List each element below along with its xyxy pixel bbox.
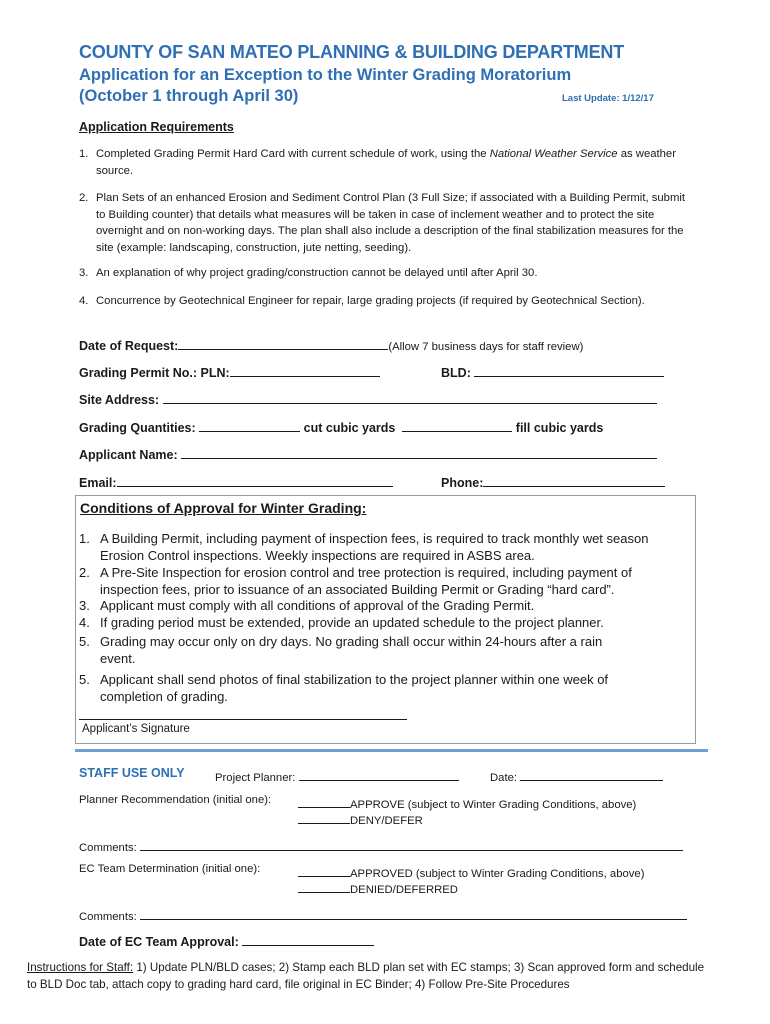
project-planner-field[interactable]	[299, 767, 459, 781]
condition-item	[79, 614, 689, 631]
instructions-line1	[27, 959, 704, 976]
requirement-item	[79, 190, 689, 256]
requirement-number: 3.	[79, 267, 89, 279]
planner-rec-label: Planner Recommendation (initial one):	[79, 794, 272, 806]
requirement-text-italic: National Weather Service	[489, 148, 618, 160]
signature-line[interactable]	[79, 719, 407, 720]
condition-text: A Pre-Site Inspection for erosion control and tree protection is required, including payment of inspection fees, prior to issuance of an associated Building Permit or Grading “hard card”.	[100, 565, 632, 597]
site-address-row	[79, 390, 657, 407]
comments2-field[interactable]	[140, 906, 687, 920]
condition-item	[79, 671, 654, 705]
requirement-text: An explanation of why project grading/construction cannot be delayed until after April 30.	[96, 267, 538, 279]
condition-number: 1.	[79, 531, 90, 546]
last-update: Last Update: 1/12/17	[562, 93, 654, 104]
grading-quantities-label: Grading Quantities:	[79, 421, 196, 435]
condition-text: If grading period must be extended, provide an updated schedule to the project planner.	[100, 615, 604, 630]
condition-item	[79, 564, 689, 598]
comments2-row	[79, 906, 687, 923]
condition-item	[79, 633, 639, 667]
cut-field[interactable]	[199, 418, 300, 432]
ec-approval-date-field[interactable]	[242, 932, 374, 946]
requirement-item	[79, 146, 689, 179]
applicant-name-row	[79, 445, 657, 462]
approved-initial-field[interactable]	[298, 863, 350, 877]
cut-label: cut cubic yards	[303, 421, 396, 435]
comments-label: Comments:	[79, 842, 137, 854]
requirement-text: Concurrence by Geotechnical Engineer for repair, large grading projects (if required by Geotechnical Section).	[96, 295, 645, 307]
staff-date-label: Date:	[490, 772, 518, 784]
section-divider	[75, 749, 708, 752]
requirement-number: 4.	[79, 295, 89, 307]
email-row	[79, 473, 393, 490]
staff-date-field[interactable]	[520, 767, 663, 781]
condition-text: Applicant shall send photos of final stabilization to the project planner within one week of completion of grading.	[100, 672, 609, 704]
applicant-name-field[interactable]	[181, 445, 657, 459]
form-title-line2: (October 1 through April 30)	[79, 87, 299, 105]
phone-label: Phone:	[441, 476, 484, 490]
pln-field[interactable]	[230, 363, 380, 377]
condition-number: 5.	[79, 672, 90, 687]
requirement-text: Completed Grading Permit Hard Card with current schedule of work, using the	[96, 148, 490, 160]
denied-option: DENIED/DEFERRED	[350, 884, 458, 896]
instructions-label: Instructions for Staff:	[27, 961, 134, 974]
instructions-text-2: to BLD Doc tab, attach copy to grading hard card, file original in EC Binder; 4) Follow Pre-Site Procedures	[27, 978, 570, 991]
department-title: COUNTY OF SAN MATEO PLANNING & BUILDING DEPARTMENT	[79, 42, 624, 62]
email-label: Email:	[79, 476, 117, 490]
requirement-number: 1.	[79, 148, 89, 160]
staff-date-row	[490, 767, 663, 784]
requirement-item	[79, 265, 689, 282]
condition-number: 2.	[79, 565, 90, 580]
requirements-heading: Application Requirements	[79, 120, 234, 134]
condition-text: Grading may occur only on dry days. No grading shall occur within 24-hours after a rain event.	[100, 634, 603, 666]
bld-row	[441, 363, 664, 380]
fill-label: fill cubic yards	[515, 421, 604, 435]
signature-label: Applicant’s Signature	[82, 723, 190, 735]
comments2-label: Comments:	[79, 911, 137, 923]
deny-row	[298, 810, 423, 827]
comments-field[interactable]	[140, 837, 683, 851]
approve-row	[298, 794, 636, 811]
grading-permit-label: Grading Permit No.: PLN:	[79, 366, 230, 380]
site-address-label: Site Address:	[79, 393, 160, 407]
form-title-line1: Application for an Exception to the Winter Grading Moratorium	[79, 66, 572, 84]
phone-row	[441, 473, 665, 490]
denied-row	[298, 879, 458, 896]
requirement-number: 2.	[79, 192, 89, 204]
site-address-field[interactable]	[163, 390, 657, 404]
approve-option: APPROVE (subject to Winter Grading Conditions, above)	[350, 799, 637, 811]
deny-option: DENY/DEFER	[350, 815, 423, 827]
date-of-request-row	[79, 336, 583, 353]
conditions-heading: Conditions of Approval for Winter Grading:	[80, 500, 367, 516]
applicant-name-label: Applicant Name:	[79, 448, 178, 462]
date-of-request-label: Date of Request:	[79, 339, 179, 353]
approve-initial-field[interactable]	[298, 794, 350, 808]
ec-approval-date-row	[79, 932, 374, 949]
bld-label: BLD:	[441, 366, 471, 380]
approved-row	[298, 863, 644, 880]
condition-number: 3.	[79, 598, 90, 613]
project-planner-label: Project Planner:	[215, 772, 296, 784]
approved-option: APPROVED (subject to Winter Grading Conditions, above)	[350, 868, 645, 880]
denied-initial-field[interactable]	[298, 879, 350, 893]
condition-number: 5.	[79, 634, 90, 649]
date-of-request-field[interactable]	[178, 336, 388, 350]
instructions-text-1: 1) Update PLN/BLD cases; 2) Stamp each BLD plan set with EC stamps; 3) Scan approved form and schedule	[133, 961, 705, 974]
fill-field[interactable]	[402, 418, 512, 432]
bld-field[interactable]	[474, 363, 664, 377]
condition-item	[79, 530, 689, 564]
ec-team-label: EC Team Determination (initial one):	[79, 863, 261, 875]
condition-number: 4.	[79, 615, 90, 630]
condition-text: Applicant must comply with all conditions of approval of the Grading Permit.	[100, 598, 535, 613]
phone-field[interactable]	[483, 473, 665, 487]
requirement-item	[79, 293, 689, 310]
grading-quantities-row	[79, 418, 603, 435]
comments-row	[79, 837, 683, 854]
deny-initial-field[interactable]	[298, 810, 350, 824]
requirement-text: Plan Sets of an enhanced Erosion and Sediment Control Plan (3 Full Size; if associated with a Building Permit, submit to Building counter) that details what measures will be taken in case of inclement weather and to protect the site overnight and on non-working days. The plan shall also include a description of the final stabilization measures for the site (example: landscaping, construction, jute netting, seeding).	[96, 192, 686, 254]
condition-text: A Building Permit, including payment of inspection fees, is required to track monthly wet season Erosion Control inspections. Weekly inspections are required in ASBS area.	[100, 531, 649, 563]
grading-permit-row	[79, 363, 380, 380]
project-planner-row	[215, 767, 459, 784]
condition-item	[79, 597, 689, 614]
staff-use-heading: STAFF USE ONLY	[79, 766, 185, 780]
requirement-text-end: as weather source.	[96, 148, 676, 177]
ec-approval-date-label: Date of EC Team Approval:	[79, 935, 239, 949]
date-of-request-note: (Allow 7 business days for staff review)	[388, 341, 584, 353]
email-field[interactable]	[117, 473, 393, 487]
